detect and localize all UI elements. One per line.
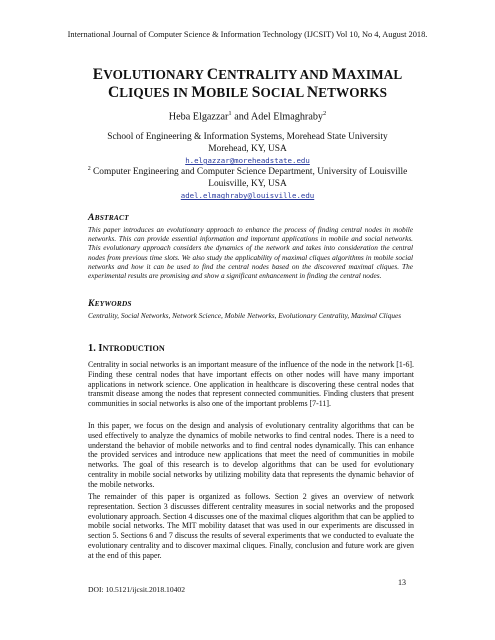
author-list: Heba Elgazzar$^1$ and Adel Elmaghraby$^2$ [168,110,327,123]
affiliation-1: School of Engineering & Information Systems, Morehead State University Morehead, KY, USA h.elgazzar@moreheadstate.edu [60,131,435,166]
page-number: 13 [398,578,406,587]
keywords-text: Centrality, Social Networks, Network Science, Mobile Networks, Evolutionary Centrality, Maximal Cliques [88,311,402,320]
intro-paragraph-3: The remainder of this paper is organized as follows. Section 2 gives an overview of network representation. Section 3 discusses different centrality measures in social networks and the proposed evolutionary approach. Section 4 discusses one of the maximal cliques algorithm that can be applied to mobile social networks. The MIT mobility dataset that was used in our experiments are discussed in section 5. Sections 6 and 7 discuss the results of several experiments that we conducted to evaluate the evolutionary centrality and to discover maximal cliques. Finally, conclusion and future work are given at the end of this paper. [88,492,414,560]
intro-paragraph-1: Centrality in social networks is an important measure of the influence of the node in the network [1-6]. Finding these central nodes that have important effects on other nodes will have many important applications in network science. One application in healthcare is discovering these central nodes that transmit disease among the nodes that represent connected communities. Finding clusters that present communities in social networks is also one of the important problems [7-11]. [88,360,414,408]
email-link-2[interactable]: adel.elmaghraby@louisville.edu [180,191,315,201]
intro-paragraph-2: In this paper, we focus on the design and analysis of evolutionary centrality algorithms that can be used effectively to analyze the dynamics of mobile networks to find central nodes. There is a need to understand the behavior of mobile networks and to find central nodes dynamically. This can enhance the provided services and introduce new applications that meet the need of communities in mobile networks. The goal of this research is to develop algorithms that can be used for evolutionary centrality in mobile social networks by utilizing mobility data that represents the dynamic behavior of the mobile networks. [88,421,414,489]
title-line-2: CLIQUES IN MOBILE SOCIAL NETWORKS [107,84,388,101]
introduction-heading: 1. INTRODUCTION [88,343,165,354]
email-link-1[interactable]: h.elgazzar@moreheadstate.edu [185,156,310,165]
keywords-heading: KEYWORDS [88,298,132,309]
author-2: Adel Elmaghraby [250,111,324,123]
doi-footer: DOI: 10.5121/ijcsit.2018.10402 [88,585,186,594]
title-line-1: EVOLUTIONARY CENTRALITY AND MAXIMAL [92,66,403,83]
abstract-heading: ABSTRACT [88,212,129,223]
author-1: Heba Elgazzar [168,111,229,123]
affiliation-2: $^2$ Computer Engineering and Computer Science Department, University of Louisville Louisville, KY, USA adel.elmaghraby@louisville.edu [60,163,435,201]
abstract-text: This paper introduces an evolutionary approach to enhance the process of finding central nodes in mobile networks. This can provide essential information and important applications in mobile and social networks. This evolutionary approach considers the dynamics of the network and takes into consideration the central nodes from previous time slots. We also study the applicability of maximal cliques algorithms in mobile social networks and how it can be used to find the central nodes based on the discovered maximal cliques. The experimental results are promising and show a significant enhancement in finding the central nodes. [88,225,413,281]
paper-title [40,66,455,102]
journal-header: International Journal of Computer Science & Information Technology (IJCSIT) Vol 10, No 4, August 2018. [67,30,428,39]
